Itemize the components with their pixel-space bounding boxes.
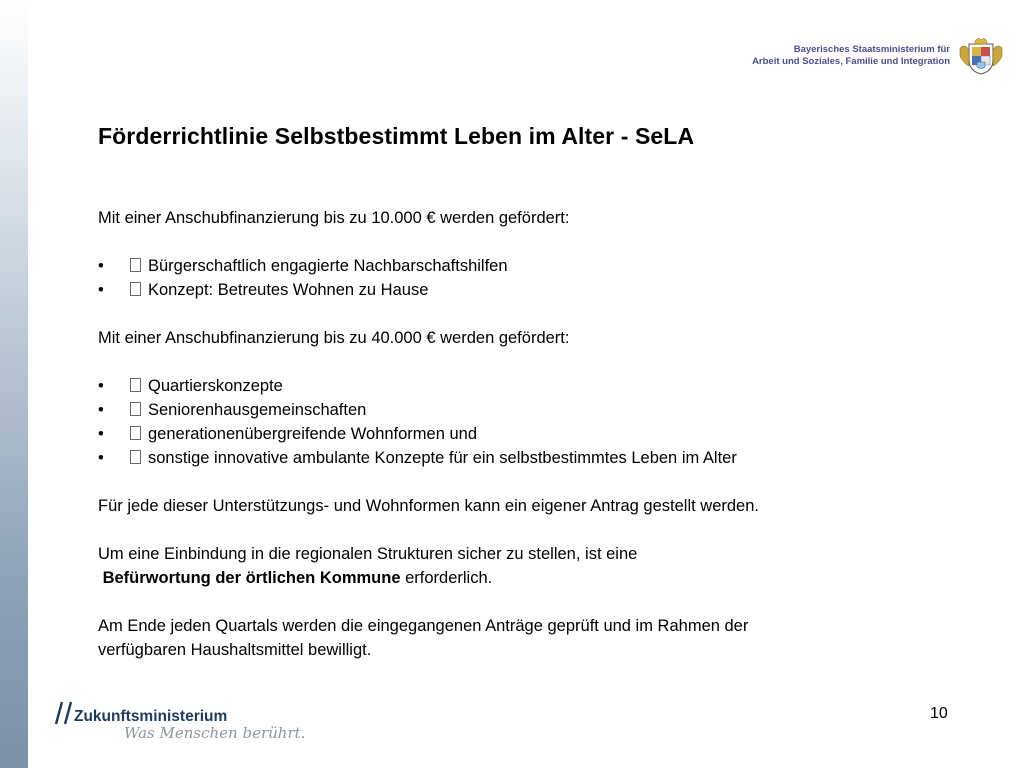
bullet-icon: • xyxy=(98,449,104,467)
ministry-name-line-1: Bayerisches Staatsministerium für xyxy=(793,44,950,55)
spacer xyxy=(98,302,938,326)
bullet-icon: • xyxy=(98,281,104,299)
checkbox-glyph-icon xyxy=(130,426,141,440)
funding-intro-10000: Mit einer Anschubfinanzierung bis zu 10.000 € werden gefördert: xyxy=(98,209,570,227)
checkbox-glyph-icon xyxy=(130,378,141,392)
left-gradient-band xyxy=(0,0,28,768)
integration-ending: erforderlich. xyxy=(400,569,493,587)
list-item-text: Konzept: Betreutes Wohnen zu Hause xyxy=(148,281,429,299)
list-item-text: Seniorenhausgemeinschaften xyxy=(148,401,367,419)
footer-logo xyxy=(54,700,314,750)
spacer xyxy=(98,590,938,614)
list-item xyxy=(98,278,938,302)
checkbox-glyph-icon xyxy=(130,450,141,464)
bavarian-state-crest-icon xyxy=(958,36,1004,76)
slide-body xyxy=(98,206,938,662)
application-paragraph: Für jede dieser Unterstützungs- und Wohnformen kann ein eigener Antrag gestellt werden. xyxy=(98,497,759,515)
bullet-icon: • xyxy=(98,377,104,395)
slide-title: Förderrichtlinie Selbstbestimmt Leben im Alter - SeLA xyxy=(98,123,695,149)
spacer xyxy=(98,230,938,254)
review-paragraph-line-2: verfügbaren Haushaltsmittel bewilligt. xyxy=(98,641,372,659)
list-item-text: sonstige innovative ambulante Konzepte für ein selbstbestimmtes Leben im Alter xyxy=(148,449,737,467)
integration-emphasis: Befürwortung der örtlichen Kommune xyxy=(102,569,401,587)
list-item xyxy=(98,374,938,398)
spacer xyxy=(98,518,938,542)
list-item xyxy=(98,254,938,278)
bullet-icon: • xyxy=(98,425,104,443)
ministry-name xyxy=(752,44,950,68)
checkbox-glyph-icon xyxy=(130,258,141,272)
spacer xyxy=(98,470,938,494)
list-item-text: Bürgerschaftlich engagierte Nachbarschaftshilfen xyxy=(148,257,508,275)
footer-brand: Zukunftsministerium xyxy=(74,708,228,725)
funding-intro-40000: Mit einer Anschubfinanzierung bis zu 40.000 € werden gefördert: xyxy=(98,329,570,347)
checkbox-glyph-icon xyxy=(130,402,141,416)
bullet-icon: • xyxy=(98,257,104,275)
review-paragraph-line-1: Am Ende jeden Quartals werden die eingegangenen Anträge geprüft und im Rahmen der xyxy=(98,617,749,635)
checkbox-glyph-icon xyxy=(130,282,141,296)
list-item xyxy=(98,398,938,422)
double-slash-icon xyxy=(54,700,76,726)
bullet-icon: • xyxy=(98,401,104,419)
list-item xyxy=(98,422,938,446)
ministry-name-line-2: Arbeit und Soziales, Familie und Integration xyxy=(752,56,950,67)
list-item-text: Quartierskonzepte xyxy=(148,377,283,395)
ministry-logo xyxy=(752,36,1004,76)
list-item xyxy=(98,446,938,470)
integration-paragraph-line-1: Um eine Einbindung in die regionalen Strukturen sicher zu stellen, ist eine xyxy=(98,545,638,563)
spacer xyxy=(98,350,938,374)
footer-tagline: Was Menschen berührt. xyxy=(124,724,306,742)
page-number: 10 xyxy=(930,705,948,722)
list-item-text: generationenübergreifende Wohnformen und xyxy=(148,425,478,443)
integration-paragraph-line-2 xyxy=(98,566,938,590)
